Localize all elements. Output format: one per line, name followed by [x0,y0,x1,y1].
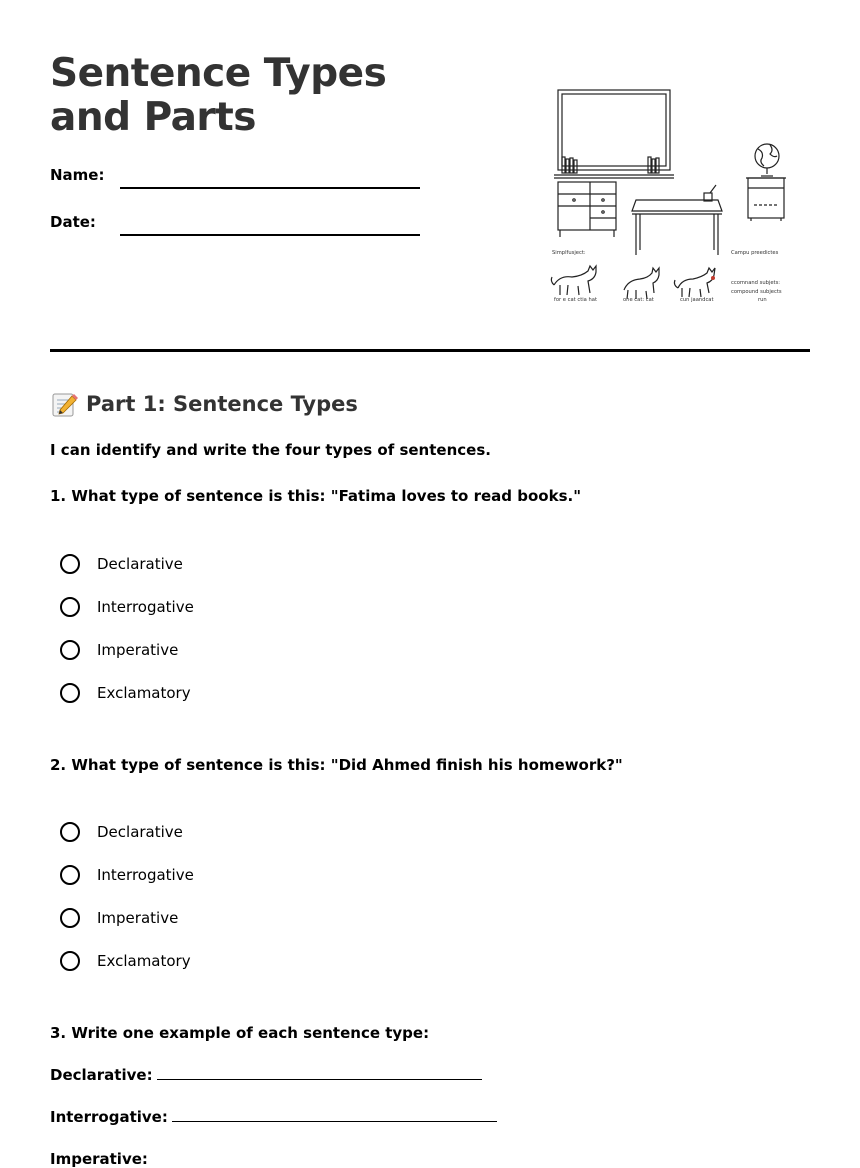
radio-button[interactable] [60,640,80,660]
classroom-illustration [548,85,793,310]
radio-button[interactable] [60,865,80,885]
q2-option-exclamatory[interactable] [60,951,191,971]
answer-blank[interactable] [157,1067,482,1080]
option-label: Imperative [97,909,179,927]
q1-option-imperative[interactable] [60,640,178,660]
illustration-caption-4: ccomnand subjets: [731,280,781,286]
declarative-write-line[interactable] [50,1066,482,1084]
q2-option-declarative[interactable] [60,822,183,842]
worksheet-title: Sentence Types and Parts [50,51,387,140]
radio-button[interactable] [60,554,80,574]
radio-button[interactable] [60,908,80,928]
illustration-caption-6: run [758,297,767,303]
option-label: Declarative [97,555,183,573]
option-label: Declarative [97,823,183,841]
part1-heading [50,390,358,418]
q1-option-interrogative[interactable] [60,597,194,617]
q1-option-exclamatory[interactable] [60,683,191,703]
radio-button[interactable] [60,683,80,703]
part1-title: Part 1: Sentence Types [86,392,358,416]
radio-button[interactable] [60,597,80,617]
question-1: 1. What type of sentence is this: "Fatima loves to read books." [50,487,582,505]
q2-option-interrogative[interactable] [60,865,194,885]
learning-goal: I can identify and write the four types of sentences. [50,441,491,459]
illustration-label-right: Campu preedictes [731,250,779,256]
illustration-caption-1: for e cat ctia hat [554,297,597,303]
question-3: 3. Write one example of each sentence type: [50,1024,430,1042]
illustration-caption-3: cun jaandcat [680,297,714,303]
option-label: Exclamatory [97,684,191,702]
name-field[interactable] [120,187,420,189]
option-label: Exclamatory [97,952,191,970]
date-field[interactable] [120,234,420,236]
answer-blank[interactable] [172,1109,497,1122]
write-line-label: Declarative: [50,1066,153,1084]
illustration-caption-2: one cat: cat [623,297,654,303]
option-label: Interrogative [97,598,194,616]
write-line-label: Interrogative: [50,1108,168,1126]
question-2: 2. What type of sentence is this: "Did Ahmed finish his homework?" [50,756,623,774]
illustration-label-left: Simplfusject: [552,250,586,256]
section-divider [50,349,810,352]
write-line-label: Imperative: [50,1150,148,1168]
date-label: Date: [50,213,96,231]
interrogative-write-line[interactable] [50,1108,497,1126]
option-label: Interrogative [97,866,194,884]
option-label: Imperative [97,641,179,659]
imperative-write-line[interactable] [50,1150,148,1168]
radio-button[interactable] [60,951,80,971]
illustration-caption-5: compound subjects [731,289,782,295]
q2-option-imperative[interactable] [60,908,178,928]
pencil-memo-icon [50,390,78,418]
q1-option-declarative[interactable] [60,554,183,574]
name-label: Name: [50,166,105,184]
radio-button[interactable] [60,822,80,842]
